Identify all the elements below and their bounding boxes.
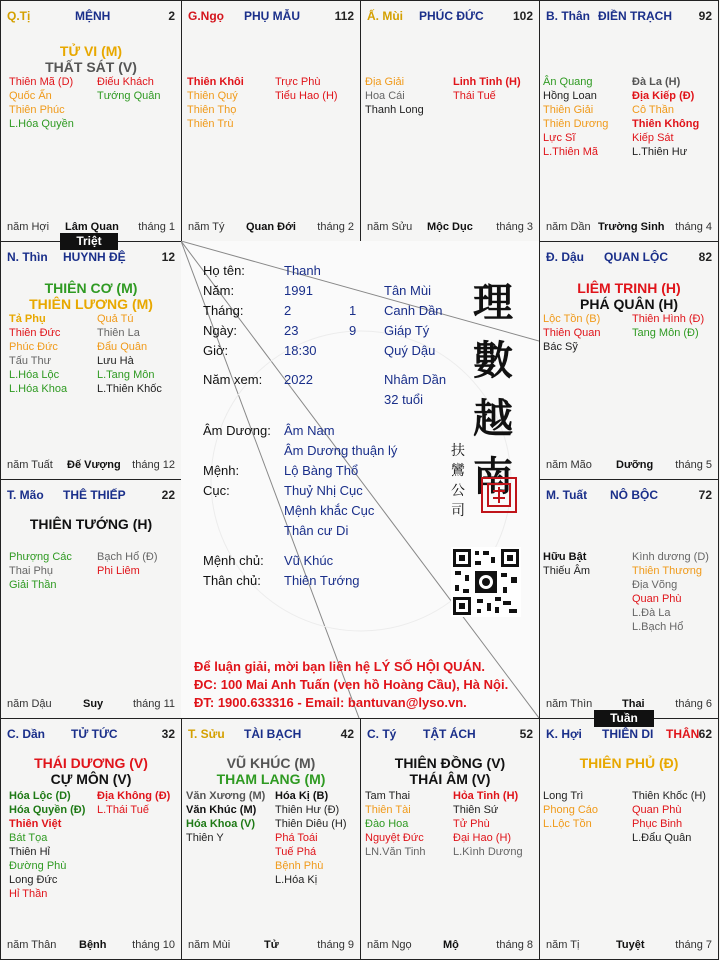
minor-stars-right xyxy=(97,75,161,103)
branch-label: N. Thìn xyxy=(7,250,48,264)
minor-star: Thiên Trù xyxy=(187,118,234,130)
year-label: năm Sửu xyxy=(367,221,413,233)
tuan-tag: Tuần xyxy=(594,710,654,727)
minor-star: Văn Khúc (M) xyxy=(186,804,257,816)
branch-label: K. Hợi xyxy=(546,727,582,741)
minor-star: Phong Cáo xyxy=(543,804,599,816)
life-stage: Mộ xyxy=(443,939,459,951)
minor-stars-left xyxy=(365,75,424,117)
palace-number: 2 xyxy=(168,9,175,23)
minor-star: Thiên Mã (D) xyxy=(9,76,74,88)
minor-star: Địa Giải xyxy=(365,76,405,88)
palace-menh[interactable] xyxy=(0,0,182,242)
minor-star: Đường Phù xyxy=(9,860,67,872)
minor-stars-right xyxy=(97,312,162,396)
minor-star: Thiên Sứ xyxy=(453,804,499,816)
minor-star: Hữu Bật xyxy=(543,551,587,563)
major-stars xyxy=(1,755,181,787)
minor-star: L.Đẩu Quân xyxy=(632,832,692,844)
year-label: năm Dần xyxy=(546,221,591,233)
center-info-panel: Họ tên: Thanh Năm: 1991 Tân Mùi Tháng: 2 1 Canh Dần Ngày: 23 9 Giáp Tý Giờ: 18:30 Quý Dậu Năm xem: 2022 Nhâm Dần 32 tuổi Âm Dương: Âm Nam Âm Dương thuận lý Mệnh: Lộ Bàng Thổ Cục: Thuỷ Nhị Cục Mệnh khắc Cục Thân cư Di Mệnh chủ: Vũ Khúc Thân chủ: Thiên Tướng 理 數 越 南 扶 鸞 公 司 Để luận giải, mời bạn liên hệ LÝ SỐ HỘI QUÁN. ĐC: 100 Mai Anh Tuấn (ven hồ Hoàng Cầu), Hà Nội. ĐT: 1900.633316 - Email: bantuvan@lyso.vn. xyxy=(181,241,539,718)
palace-name: TỬ TỨC xyxy=(71,727,118,741)
contact-line-1: Để luận giải, mời bạn liên hệ LÝ SỐ HỘI QUÁN. xyxy=(194,659,485,674)
palace-name: QUAN LỘC xyxy=(604,250,668,264)
qr-code-icon[interactable] xyxy=(451,547,521,617)
minor-stars-left xyxy=(9,75,74,131)
major-star: THIÊN PHỦ (Đ) xyxy=(579,755,679,771)
year-can: Tân Mùi xyxy=(384,283,431,298)
minor-star: Thiên Giải xyxy=(543,104,594,116)
month-value: 2 xyxy=(284,303,292,318)
minor-star: Quan Phù xyxy=(632,804,682,816)
major-star: PHÁ QUÂN (H) xyxy=(580,296,678,312)
major-star: THIÊN CƠ (M) xyxy=(44,280,138,296)
palace-name: TẬT ÁCH xyxy=(423,727,476,741)
minor-star: Phi Liêm xyxy=(97,565,140,577)
minor-star: L.Đà La xyxy=(632,607,671,619)
minor-star: Thiên Khôi xyxy=(187,76,244,88)
minor-star: Quả Tú xyxy=(97,313,134,325)
major-stars xyxy=(540,280,718,312)
life-stage: Suy xyxy=(83,698,104,710)
minor-star: Cô Thần xyxy=(632,104,674,116)
branch-label: T. Mão xyxy=(7,488,44,502)
minor-star: L.Hóa Kị xyxy=(275,874,318,886)
palace-number: 72 xyxy=(698,488,712,502)
branch-label: T. Sửu xyxy=(188,727,225,741)
minor-star: Long Đức xyxy=(9,874,58,886)
major-star: THIÊN LƯƠNG (M) xyxy=(29,296,153,312)
year-value: 1991 xyxy=(284,283,313,298)
minor-star: Hỏa Tinh (H) xyxy=(453,790,519,802)
palace-number: 32 xyxy=(161,727,175,741)
palace-thethiep[interactable] xyxy=(0,479,182,719)
minor-star: Ân Quang xyxy=(543,76,593,88)
minor-star: Phúc Đức xyxy=(9,341,58,353)
life-stage: Trường Sinh xyxy=(598,221,665,233)
palace-number: 52 xyxy=(519,727,533,741)
minor-star: Tấu Thư xyxy=(9,355,52,367)
minor-star: Thiên Tài xyxy=(365,804,411,816)
minor-stars-left xyxy=(543,75,608,159)
minor-star: Đào Hoa xyxy=(365,818,409,830)
minor-star: Thiên Đức xyxy=(9,327,61,339)
minor-star: Bạch Hổ (Đ) xyxy=(97,551,158,563)
year-label: năm Dậu xyxy=(7,698,52,710)
day-can: Giáp Tý xyxy=(384,323,430,338)
major-star: CỰ MÔN (V) xyxy=(50,771,132,787)
minor-star: Thiên Việt xyxy=(9,818,62,830)
minor-star: L.Kình Dương xyxy=(453,846,523,858)
minor-star: L.Hóa Quyền xyxy=(9,118,74,130)
minor-stars-left xyxy=(9,312,67,396)
minor-star: Bệnh Phù xyxy=(275,860,324,872)
minor-star: Địa Võng xyxy=(632,579,678,591)
minor-star: Linh Tinh (H) xyxy=(453,76,521,88)
palace-phumau[interactable] xyxy=(181,0,361,242)
life-stage: Mộc Dục xyxy=(427,221,473,233)
palace-name: NÔ BỘC xyxy=(610,488,658,502)
minor-star: Địa Kiếp (Đ) xyxy=(632,90,695,102)
view-year-can: Nhâm Dần xyxy=(384,372,447,387)
minor-stars-right xyxy=(632,312,704,340)
major-star: THIÊN ĐỒNG (V) xyxy=(394,755,506,771)
minor-star: Tam Thai xyxy=(365,790,411,802)
minor-star: Địa Không (Đ) xyxy=(97,790,171,802)
life-stage: Đế Vượng xyxy=(67,459,121,471)
minor-star: Tử Phù xyxy=(453,818,490,830)
minor-star: Đẩu Quân xyxy=(97,341,148,353)
minor-star: Lưu Hà xyxy=(97,355,134,367)
palace-name: HUYNH ĐỆ xyxy=(63,250,126,264)
palace-name: PHỤ MẪU xyxy=(244,9,300,23)
minor-star: Đại Hao (H) xyxy=(453,832,512,844)
palace-dientrach[interactable] xyxy=(539,0,719,242)
minor-star: Hỉ Thần xyxy=(9,888,48,900)
minor-stars-left xyxy=(543,550,590,578)
major-star: TỬ VI (M) xyxy=(59,43,123,59)
name-value: Thanh xyxy=(284,263,321,278)
palace-phucduc[interactable] xyxy=(360,0,540,242)
major-stars xyxy=(1,280,181,312)
calligraphy-4: 南 xyxy=(473,453,513,500)
year-label: năm Mùi xyxy=(188,939,231,951)
than-badge: THÂN xyxy=(666,727,700,741)
month-label: tháng 7 xyxy=(675,939,712,951)
minor-star: L.Hóa Lộc xyxy=(9,369,60,381)
minor-star: Đà La (H) xyxy=(632,76,681,88)
palace-number: 82 xyxy=(698,250,712,264)
year-label: năm Hợi xyxy=(7,221,50,233)
palace-name: ĐIỀN TRẠCH xyxy=(598,9,672,23)
minor-star: Thanh Long xyxy=(365,104,424,116)
minor-star: Thiên Không xyxy=(632,118,700,130)
palace-tatach[interactable] xyxy=(360,718,540,960)
year-label: năm Tý xyxy=(188,221,225,233)
amduong-relation: Âm Dương thuận lý xyxy=(284,443,398,458)
month-label: tháng 10 xyxy=(132,939,175,951)
minor-star: Long Trì xyxy=(543,790,584,802)
minor-star: Phục Binh xyxy=(632,818,683,830)
age-value: 32 tuổi xyxy=(384,392,424,407)
branch-label: G.Ngọ xyxy=(188,9,224,23)
major-star: THIÊN TƯỚNG (H) xyxy=(29,516,153,532)
minor-stars-right xyxy=(453,75,521,103)
minor-star: Hoa Cái xyxy=(365,90,405,102)
minor-star: L.Thái Tuế xyxy=(97,804,149,816)
minor-stars-right xyxy=(97,550,158,578)
minor-star: Tướng Quân xyxy=(97,90,161,102)
month-label: tháng 5 xyxy=(675,459,712,471)
minor-star: Thiên Hư (Đ) xyxy=(275,804,340,816)
major-star: THÁI DƯƠNG (V) xyxy=(34,755,148,771)
palace-huynhde[interactable] xyxy=(0,241,182,480)
minor-star: Hóa Lộc (D) xyxy=(9,790,71,802)
minor-stars-left xyxy=(9,550,72,592)
month-label: tháng 6 xyxy=(675,698,712,710)
palace-number: 62 xyxy=(698,727,712,741)
life-stage: Tuyệt xyxy=(616,939,645,951)
minor-star: Tả Phụ xyxy=(9,313,46,325)
minor-star: Phượng Các xyxy=(9,551,72,563)
palace-number: 12 xyxy=(161,250,175,264)
palace-number: 42 xyxy=(340,727,354,741)
minor-star: Tang Môn (Đ) xyxy=(632,327,699,339)
palace-number: 102 xyxy=(512,9,533,23)
view-year-value: 2022 xyxy=(284,372,313,387)
month-lunar: 1 xyxy=(349,303,357,318)
thanchu-value: Thiên Tướng xyxy=(284,573,360,588)
major-star: THAM LANG (M) xyxy=(216,771,326,787)
minor-star: L.Tang Môn xyxy=(97,369,155,381)
month-label: tháng 11 xyxy=(132,698,175,710)
minor-star: Kình dương (D) xyxy=(632,551,709,563)
minor-stars-left xyxy=(543,312,600,354)
branch-label: Đ. Dậu xyxy=(546,250,585,264)
minor-star: Thiếu Âm xyxy=(543,565,591,577)
branch-label: B. Thân xyxy=(546,9,590,23)
month-label: tháng 9 xyxy=(317,939,354,951)
palace-name: TÀI BẠCH xyxy=(244,727,302,741)
life-stage: Tử xyxy=(264,939,279,951)
minor-star: Hóa Khoa (V) xyxy=(186,818,256,830)
major-stars xyxy=(1,516,181,532)
day-value: 23 xyxy=(284,323,299,338)
minor-star: L.Thiên Hư xyxy=(632,146,688,158)
minor-star: Quốc Ấn xyxy=(9,90,52,102)
minor-stars-right xyxy=(97,789,170,817)
major-stars xyxy=(540,755,718,771)
branch-label: Ấ. Mùi xyxy=(367,9,403,23)
palace-name: MỆNH xyxy=(75,9,111,23)
month-label: tháng 1 xyxy=(138,221,175,233)
minor-star: Bác Sỹ xyxy=(543,341,578,353)
branch-label: M. Tuất xyxy=(546,488,588,502)
month-can: Canh Dần xyxy=(384,303,443,318)
branch-label: Q.Tị xyxy=(7,9,31,23)
minor-stars-left xyxy=(543,789,598,831)
year-label: năm Tuất xyxy=(7,459,53,471)
minor-star: Thái Tuế xyxy=(453,90,496,102)
minor-stars-left xyxy=(365,789,426,859)
major-star: LIÊM TRINH (H) xyxy=(577,280,681,296)
minor-stars-right xyxy=(275,789,347,887)
branch-label: C. Dần xyxy=(7,727,46,741)
minor-star: L.Lộc Tồn xyxy=(543,818,592,830)
contact-line-3[interactable]: ĐT: 1900.633316 - Email: bantuvan@lyso.vn. xyxy=(194,695,467,710)
palace-name: PHÚC ĐỨC xyxy=(419,9,484,23)
cuc-relation: Mệnh khắc Cục xyxy=(284,503,375,518)
palace-name: THIÊN DI xyxy=(602,727,654,741)
minor-star: L.Bạch Hổ xyxy=(632,621,684,633)
minor-star: Tuế Phá xyxy=(275,846,317,858)
year-label: năm Tị xyxy=(546,939,580,951)
month-label: tháng 8 xyxy=(496,939,533,951)
minor-star: Hóa Kị (B) xyxy=(275,790,329,802)
menh-value: Lộ Bàng Thổ xyxy=(284,463,359,478)
palace-quanloc[interactable] xyxy=(539,241,719,480)
palace-number: 112 xyxy=(334,9,354,23)
amduong-value: Âm Nam xyxy=(284,423,335,438)
minor-star: Kiếp Sát xyxy=(632,132,674,144)
minor-star: Hồng Loan xyxy=(543,90,597,102)
minor-star: Thiên Dương xyxy=(543,118,609,130)
palace-thiendi[interactable] xyxy=(539,718,719,960)
year-label: năm Ngọ xyxy=(367,939,412,951)
minor-star: Phá Toái xyxy=(275,832,318,844)
cuc-value: Thuỷ Nhị Cục xyxy=(284,483,363,498)
major-star: VŨ KHÚC (M) xyxy=(226,755,316,771)
than-position: Thân cư Di xyxy=(284,523,349,538)
branch-label: C. Tý xyxy=(367,727,397,741)
minor-star: Lộc Tồn (B) xyxy=(543,313,601,325)
minor-stars-left xyxy=(9,789,85,901)
minor-star: L.Hóa Khoa xyxy=(9,383,68,395)
palace-number: 22 xyxy=(161,488,175,502)
minor-star: Giải Thần xyxy=(9,579,57,591)
minor-star: Điếu Khách xyxy=(97,76,154,88)
minor-star: Nguyệt Đức xyxy=(365,832,424,844)
year-label: năm Mão xyxy=(546,459,592,471)
seal-small-text: 扶 鸞 公 司 xyxy=(451,443,465,519)
minor-star: Tiểu Hao (H) xyxy=(275,90,338,102)
contact-line-2: ĐC: 100 Mai Anh Tuấn (ven hồ Hoàng Cầu), Hà Nội. xyxy=(194,677,509,692)
major-star: THẤT SÁT (V) xyxy=(45,59,137,75)
major-star: THÁI ÂM (V) xyxy=(409,771,491,787)
minor-stars-right xyxy=(453,789,523,859)
minor-star: Thiên Y xyxy=(186,832,224,844)
palace-name: THÊ THIẾP xyxy=(63,488,126,502)
minor-star: Thiên Phúc xyxy=(9,104,65,116)
life-stage: Quan Đới xyxy=(246,221,296,233)
minor-stars-right xyxy=(632,75,699,159)
minor-star: Văn Xương (M) xyxy=(186,790,266,802)
minor-star: Thiên Khốc (H) xyxy=(632,790,706,802)
palace-nobboc[interactable] xyxy=(539,479,719,719)
minor-star: Thiên Thọ xyxy=(187,104,237,116)
hour-can: Quý Dậu xyxy=(384,343,436,358)
minor-star: L.Thiên Khốc xyxy=(97,383,162,395)
minor-star: Thiên La xyxy=(97,327,140,339)
month-label: tháng 2 xyxy=(317,221,354,233)
minor-stars-left xyxy=(186,789,265,845)
minor-star: Thiên Diêu (H) xyxy=(275,818,347,830)
life-stage: Thai xyxy=(622,698,645,710)
minor-star: Trực Phù xyxy=(275,76,321,88)
minor-star: Hóa Quyền (Đ) xyxy=(9,804,86,816)
triet-tag: Triệt xyxy=(60,233,118,250)
major-stars xyxy=(1,43,181,75)
year-label: năm Thìn xyxy=(546,698,593,710)
palace-tutuc[interactable] xyxy=(0,718,182,960)
life-stage: Dưỡng xyxy=(616,459,654,471)
minor-stars-left xyxy=(187,75,244,131)
palace-number: 92 xyxy=(698,9,712,23)
calligraphy-3: 越 xyxy=(473,395,513,442)
major-stars xyxy=(182,755,360,787)
life-stage: Lâm Quan xyxy=(65,221,119,233)
minor-star: Thiên Quan xyxy=(543,327,601,339)
red-seal-stamp xyxy=(481,477,517,513)
minor-star: Bát Tọa xyxy=(9,832,48,844)
minor-stars-right xyxy=(632,550,709,634)
month-label: tháng 4 xyxy=(675,221,712,233)
calligraphy-2: 數 xyxy=(473,337,513,384)
minor-star: L.Thiên Mã xyxy=(543,146,599,158)
minor-star: LN.Văn Tinh xyxy=(365,846,426,858)
month-label: tháng 12 xyxy=(132,459,175,471)
minor-star: Thiên Hình (Đ) xyxy=(632,313,705,325)
minor-stars-right xyxy=(632,789,706,845)
minor-star: Thai Phụ xyxy=(9,565,54,577)
minor-star: Lực Sĩ xyxy=(543,132,576,144)
life-stage: Bệnh xyxy=(79,939,107,951)
minor-star: Thiên Quý xyxy=(187,90,238,102)
minor-star: Thiên Thương xyxy=(632,565,703,577)
day-lunar: 9 xyxy=(349,323,357,338)
palace-taibach[interactable] xyxy=(181,718,361,960)
month-label: tháng 3 xyxy=(496,221,533,233)
menhchu-value: Vũ Khúc xyxy=(284,553,334,568)
calligraphy-1: 理 xyxy=(473,279,513,326)
minor-star: Quan Phù xyxy=(632,593,682,605)
minor-star: Thiên Hỉ xyxy=(9,846,50,858)
year-label: năm Thân xyxy=(7,939,57,951)
minor-stars-right xyxy=(275,75,338,103)
major-stars xyxy=(361,755,539,787)
hour-value: 18:30 xyxy=(284,343,317,358)
